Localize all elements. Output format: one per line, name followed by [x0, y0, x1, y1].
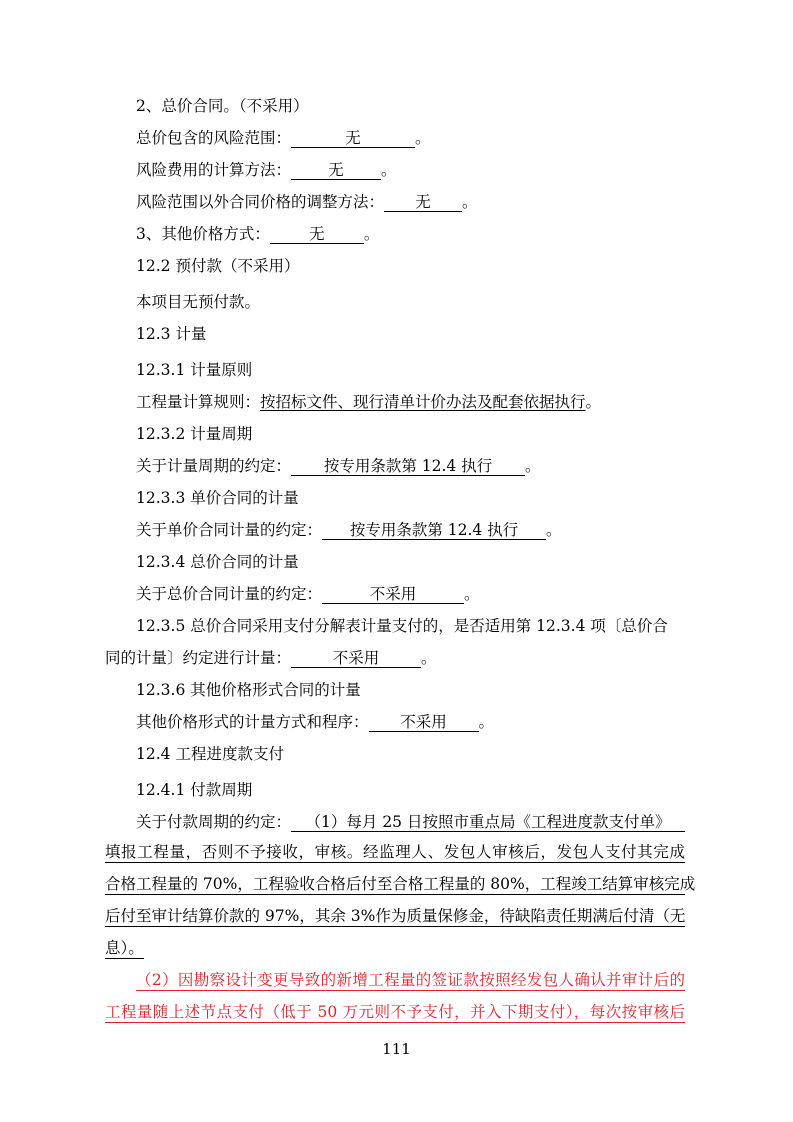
clause-12-3-5-text: 12.3.5 总价合同采用支付分解表计量支付的，是否适用第 12.3.4 项〔总价合: [136, 617, 668, 635]
price-adjust-value: 无: [384, 193, 462, 212]
other-measure-line: 其他价格形式的计量方式和程序： 不采用 。: [136, 713, 495, 731]
price-adjust-label: 风险范围以外合同价格的调整方法：: [136, 193, 385, 211]
other-price-line: 3、其他价格方式： 无 。: [136, 225, 380, 243]
payment-period-text-1: 填报工程量，否则不予接收，审核。经监理人、发包人审核后，发包人支付其完成: [105, 843, 685, 861]
measure-period-value: 按专用条款第 12.4 执行: [291, 457, 525, 476]
total-price-measure-line: 关于总价合同计量的约定： 不采用 。: [136, 585, 480, 603]
section-12-3-heading: 12.3 计量: [136, 325, 207, 343]
payment-period-value: （1）每月 25 日按照市重点局《工程进度款支付单》: [291, 813, 685, 832]
total-price-measure-value: 不采用: [322, 585, 464, 604]
variation-payment-text-2: 工程量随上述节点支付（低于 50 万元则不予支付，并入下期支付），每次按审核后: [105, 1003, 685, 1021]
payment-period-text-3: 后付至审计结算价款的 97%，其余 3%作为质量保修金，待缺陷责任期满后付清（无: [105, 907, 686, 925]
section-12-4-heading: 12.4 工程进度款支付: [136, 745, 284, 763]
price-adjust-line: 风险范围以外合同价格的调整方法： 无 。: [136, 193, 478, 211]
section-12-4-1-heading: 12.4.1 付款周期: [136, 781, 253, 799]
payment-period-text-4: 息）。: [105, 939, 144, 957]
variation-payment-text-1: （2）因勘察设计变更导致的新增工程量的签证款按照经发包人确认并审计后的: [136, 971, 685, 989]
clause-total-price-contract: 2、总价合同。（不采用）: [136, 97, 309, 115]
payment-period-label: 关于付款周期的约定：: [136, 813, 292, 831]
risk-fee-label: 风险费用的计算方法：: [136, 161, 292, 179]
risk-scope-label: 总价包含的风险范围：: [136, 129, 292, 147]
risk-scope-value: 无: [291, 129, 415, 148]
quantity-rule-value: 按招标文件、现行清单计价办法及配套依据执行: [260, 393, 586, 411]
risk-fee-value: 无: [291, 161, 381, 180]
section-12-3-2-heading: 12.3.2 计量周期: [136, 425, 253, 443]
risk-scope-line: 总价包含的风险范围： 无 。: [136, 129, 431, 147]
measure-period-label: 关于计量周期的约定：: [136, 457, 292, 475]
clause-12-3-5-label: 同的计量〕约定进行计量：: [105, 649, 292, 667]
unit-price-measure-label: 关于单价合同计量的约定：: [136, 521, 323, 539]
payment-period-line: [136, 812, 685, 832]
total-price-measure-label: 关于总价合同计量的约定：: [136, 585, 323, 603]
quantity-rule-line: 工程量计算规则：按招标文件、现行清单计价办法及配套依据执行。: [136, 393, 602, 411]
section-12-3-6-heading: 12.3.6 其他价格形式合同的计量: [136, 681, 361, 699]
clause-12-3-5-value: 不采用: [291, 649, 421, 668]
measure-period-line: 关于计量周期的约定： 按专用条款第 12.4 执行 。: [136, 457, 541, 475]
risk-fee-line: 风险费用的计算方法： 无 。: [136, 161, 397, 179]
page-number: 111: [382, 1040, 411, 1058]
other-price-value: 无: [270, 225, 364, 244]
quantity-rule-label: 工程量计算规则：: [136, 393, 261, 411]
other-measure-value: 不采用: [369, 713, 479, 732]
no-prepayment-text: 本项目无预付款。: [136, 293, 261, 311]
section-12-3-4-heading: 12.3.4 总价合同的计量: [136, 553, 299, 571]
other-price-label: 3、其他价格方式：: [136, 225, 270, 243]
clause-12-3-5-cont-line: 同的计量〕约定进行计量： 不采用 。: [105, 649, 437, 667]
payment-period-text-2: 合格工程量的 70%，工程验收合格后付至合格工程量的 80%，工程竣工结算审核完成: [105, 875, 696, 893]
unit-price-measure-value: 按专用条款第 12.4 执行: [322, 521, 546, 540]
section-12-3-1-heading: 12.3.1 计量原则: [136, 361, 253, 379]
section-12-3-3-heading: 12.3.3 单价合同的计量: [136, 489, 299, 507]
unit-price-measure-line: 关于单价合同计量的约定： 按专用条款第 12.4 执行 。: [136, 521, 562, 539]
section-12-2-heading: 12.2 预付款（不采用）: [136, 257, 300, 275]
other-measure-label: 其他价格形式的计量方式和程序：: [136, 713, 369, 731]
